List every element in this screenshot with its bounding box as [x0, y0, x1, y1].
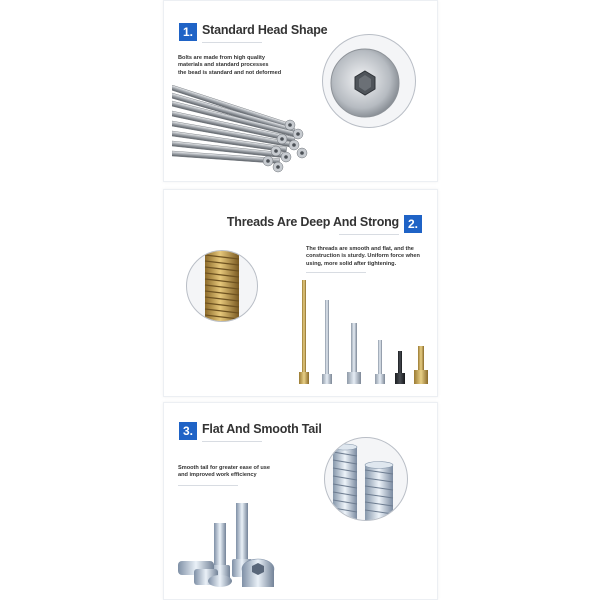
title-underline	[202, 441, 262, 442]
bolt-bundle-image	[172, 85, 312, 177]
hex-socket-head-icon	[322, 34, 416, 128]
section-threads-deep-strong	[163, 189, 438, 397]
section-flat-smooth-tail	[163, 402, 438, 600]
section-description: Bolts are made from high quality materials and standard processes the bead is standard and not deformed	[178, 55, 282, 76]
title-underline	[339, 234, 399, 235]
section-number: 1.	[179, 23, 197, 41]
thread-closeup-icon	[186, 250, 258, 322]
bolt-lineup-image	[292, 278, 432, 390]
section-description: Smooth tail for greater ease of use and improved work efficiency	[178, 465, 271, 479]
bolt-group-image	[174, 499, 284, 597]
section-title: Flat And Smooth Tail	[202, 422, 322, 436]
bolt-tail-icon	[324, 437, 408, 521]
section-title: Threads Are Deep And Strong	[226, 215, 399, 229]
description-underline	[178, 485, 238, 486]
section-number: 2.	[404, 215, 422, 233]
section-description: The threads are smooth and flat, and the construction is sturdy. Uniform force when using, more solid after tightening.	[306, 246, 420, 267]
description-underline	[306, 272, 366, 273]
section-number: 3.	[179, 422, 197, 440]
title-underline	[202, 42, 262, 43]
section-standard-head-shape	[163, 0, 438, 182]
section-title: Standard Head Shape	[202, 23, 328, 37]
